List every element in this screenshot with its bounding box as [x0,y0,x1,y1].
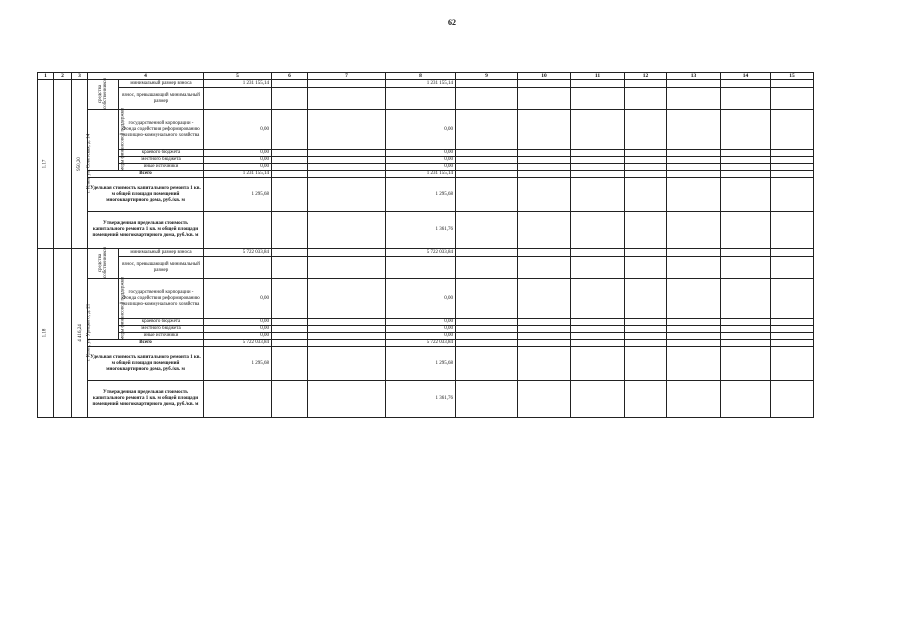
value-cell [625,319,667,326]
value-cell [721,279,771,319]
value-cell: 1 231 155,14 [386,171,456,178]
row-label-excess: взнос, превышающий минимальный размер [119,257,204,279]
value-cell [625,88,667,110]
value-cell [518,164,571,171]
value-cell [721,110,771,150]
row-label-local: местного бюджета [119,157,204,164]
table-row [38,249,814,257]
header-cell: 15 [771,73,814,80]
value-cell [667,178,721,212]
value-cell: 5 722 033,84 [204,249,272,257]
value-cell [771,80,814,88]
value-cell [308,157,386,164]
value-cell [308,150,386,157]
value-cell [308,347,386,381]
value-cell [518,249,571,257]
value-cell [625,212,667,249]
value-cell [518,279,571,319]
value-cell [625,171,667,178]
value-cell [625,178,667,212]
value-cell [518,110,571,150]
value-cell [667,212,721,249]
header-cell: 1 [38,73,54,80]
value-cell: 0,00 [386,164,456,171]
row-label-fund: государственной корпорации - Фонда содействия реформированию жилищно-коммунального хозяйства [119,110,204,150]
value-cell [721,164,771,171]
row-label-specific: Удельная стоимость капитального ремонта 1 кв. м общей площади помещений многоквартирного дома, руб./кв. м [88,178,204,212]
value-cell [625,157,667,164]
value-cell [571,326,625,333]
value-cell [456,171,518,178]
row-label-regional: краевого бюджета [119,319,204,326]
value-cell [721,340,771,347]
value-cell [272,88,308,110]
value-cell [667,279,721,319]
value-cell: 0,00 [386,333,456,340]
value-cell [771,212,814,249]
value-cell [625,164,667,171]
table-row [38,171,814,178]
header-cell: 3 [72,73,88,80]
row-number-cell [38,80,54,249]
value-cell [721,150,771,157]
value-cell [518,347,571,381]
value-cell [204,88,272,110]
value-cell [456,319,518,326]
row-label-total: Всего [88,340,204,347]
value-cell [308,249,386,257]
value-cell [456,347,518,381]
value-cell [272,212,308,249]
value-cell [721,347,771,381]
value-cell [721,80,771,88]
value-cell [308,257,386,279]
value-cell [518,88,571,110]
value-cell [667,319,721,326]
table-row [38,88,814,110]
header-cell: 12 [625,73,667,80]
value-cell: 5 722 033,84 [386,340,456,347]
value-cell [308,88,386,110]
value-cell [721,171,771,178]
value-cell [272,381,308,418]
value-cell [625,249,667,257]
table-row [38,340,814,347]
capital-repair-table [37,72,814,418]
value-cell [518,80,571,88]
value-cell: 5 722 033,84 [204,340,272,347]
value-cell [721,326,771,333]
value-cell: 1 231 155,14 [386,80,456,88]
value-cell [272,347,308,381]
value-cell [456,164,518,171]
value-cell [571,157,625,164]
value-cell [625,326,667,333]
value-cell [456,279,518,319]
header-cell: 10 [518,73,571,80]
row-label-other: иные источники [119,164,204,171]
address: г. Клин, ул. Урицкого, д. 21 [86,303,92,362]
value-cell [625,150,667,157]
value-cell [308,319,386,326]
value-cell [308,333,386,340]
value-cell [667,340,721,347]
row-label-limit: Утвержденная предельная стоимость капитального ремонта 1 кв. м общей площади помещений многоквартирного дома, руб./кв. м [88,212,204,249]
value-cell [518,212,571,249]
page-number: 62 [448,18,456,27]
value-cell [456,381,518,418]
value-cell: 0,00 [204,157,272,164]
value-cell [625,333,667,340]
header-row [38,73,814,80]
value-cell [771,319,814,326]
value-cell: 0,00 [204,150,272,157]
header-cell: 6 [272,73,308,80]
value-cell [518,157,571,164]
value-cell: 0,00 [386,110,456,150]
value-cell [571,249,625,257]
table-row [38,257,814,279]
value-cell [721,212,771,249]
value-cell [571,333,625,340]
value-cell [518,257,571,279]
value-cell: 0,00 [204,333,272,340]
value-cell [625,110,667,150]
value-cell: 1 361,76 [386,381,456,418]
value-cell [667,249,721,257]
value-cell [272,319,308,326]
value-cell [571,319,625,326]
value-cell: 1 361,76 [386,212,456,249]
value-cell [667,326,721,333]
value-cell [771,279,814,319]
value-cell [667,157,721,164]
value-cell [771,333,814,340]
value-cell [272,110,308,150]
value-cell [456,333,518,340]
value-cell [571,110,625,150]
value-cell [571,164,625,171]
value-cell [667,110,721,150]
value-cell [667,88,721,110]
value-cell: 5 722 033,84 [386,249,456,257]
table-row [38,212,814,249]
value-cell [386,88,456,110]
value-cell [721,381,771,418]
value-cell [518,333,571,340]
table-row [38,150,814,157]
header-cell: 13 [667,73,721,80]
value-cell [272,326,308,333]
value-cell [625,279,667,319]
row-label-limit: Утвержденная предельная стоимость капитального ремонта 1 кв. м общей площади помещений многоквартирного дома, руб./кв. м [88,381,204,418]
area-cell [72,80,88,249]
value-cell [667,257,721,279]
header-cell: 8 [386,73,456,80]
value-cell [571,347,625,381]
value-cell [272,150,308,157]
row-label-local: местного бюджета [119,326,204,333]
row-label-specific: Удельная стоимость капитального ремонта 1 кв. м общей площади помещений многоквартирного дома, руб./кв. м [88,347,204,381]
value-cell [571,340,625,347]
value-cell [667,171,721,178]
value-cell [771,88,814,110]
header-cell: 5 [204,73,272,80]
value-cell [771,347,814,381]
value-cell [667,80,721,88]
value-cell [771,150,814,157]
value-cell [625,80,667,88]
value-cell [721,257,771,279]
value-cell [456,157,518,164]
table-row [38,347,814,381]
value-cell [456,80,518,88]
value-cell [308,171,386,178]
value-cell [571,80,625,88]
value-cell: 0,00 [386,157,456,164]
value-cell [571,88,625,110]
value-cell [771,171,814,178]
value-cell [308,164,386,171]
financial-support-group [88,277,126,340]
value-cell [204,257,272,279]
value-cell [571,212,625,249]
value-cell [771,257,814,279]
row-number-cell [38,249,54,418]
value-cell [721,249,771,257]
value-cell [571,150,625,157]
value-cell: 0,00 [386,279,456,319]
row-number: 1.17 [42,159,48,169]
row-label-min: минимальный размер взноса [119,249,204,257]
value-cell [571,178,625,212]
row-label-excess: взнос, превышающий минимальный размер [119,88,204,110]
table-row [38,319,814,326]
value-cell [272,249,308,257]
value-cell [571,171,625,178]
row-label-min: минимальный размер взноса [119,80,204,88]
value-cell [518,319,571,326]
header-cell: 9 [456,73,518,80]
value-cell [272,340,308,347]
value-cell [571,279,625,319]
value-cell [518,340,571,347]
value-cell [272,333,308,340]
financial-support-group [88,108,126,171]
value-cell [456,257,518,279]
value-cell [721,88,771,110]
value-cell: 0,00 [204,164,272,171]
value-cell: 0,00 [204,319,272,326]
value-cell: 0,00 [386,326,456,333]
value-cell [771,249,814,257]
value-cell [771,157,814,164]
row-number: 1.18 [42,328,48,338]
value-cell [667,333,721,340]
value-cell [771,164,814,171]
header-cell: 2 [54,73,72,80]
area-value: 950,20 [76,157,82,171]
value-cell [308,326,386,333]
header-cell: 14 [721,73,771,80]
value-cell [272,257,308,279]
value-cell [721,333,771,340]
table-row [38,80,814,88]
value-cell: 0,00 [386,150,456,157]
value-cell [456,249,518,257]
header-cell: 7 [308,73,386,80]
financial-support-label: меры финансовой поддержки [120,277,126,340]
value-cell [625,381,667,418]
value-cell [272,80,308,88]
value-cell [771,178,814,212]
value-cell: 1 295,68 [386,178,456,212]
table-row [38,164,814,171]
value-cell: 1 231 155,14 [204,80,272,88]
value-cell [272,157,308,164]
value-cell [308,178,386,212]
value-cell [308,110,386,150]
area-cell [72,249,88,418]
value-cell [456,110,518,150]
value-cell [571,381,625,418]
value-cell [456,88,518,110]
value-cell: 0,00 [204,279,272,319]
row-label-regional: краевого бюджета [119,150,204,157]
table-row [38,333,814,340]
value-cell [625,257,667,279]
value-cell [771,326,814,333]
value-cell: 1 231 155,14 [204,171,272,178]
owner-funds-label: средства собственников [98,246,108,278]
value-cell [518,381,571,418]
value-cell [518,171,571,178]
value-cell [667,381,721,418]
value-cell: 1 295,68 [386,347,456,381]
header-cell: 11 [571,73,625,80]
value-cell [625,340,667,347]
owner-funds-group [88,246,119,279]
value-cell [625,347,667,381]
value-cell: 1 295,68 [204,178,272,212]
value-cell [518,178,571,212]
value-cell [456,212,518,249]
owner-funds-group [88,77,119,110]
value-cell [518,150,571,157]
table-row [38,110,814,150]
value-cell [386,257,456,279]
value-cell [272,178,308,212]
table-row [38,279,814,319]
value-cell [667,347,721,381]
table-row [38,178,814,212]
value-cell [456,178,518,212]
value-cell: 1 295,68 [204,347,272,381]
value-cell [272,171,308,178]
value-cell [456,326,518,333]
value-cell [308,381,386,418]
row-label-other: иные источники [119,333,204,340]
financial-support-label: меры финансовой поддержки [120,108,126,171]
value-cell [721,178,771,212]
value-cell [456,340,518,347]
address: г. Клин, ул. Советская, д. 14 [86,133,92,194]
value-cell [308,212,386,249]
row-label-total: Всего [88,171,204,178]
value-cell [204,212,272,249]
header-cell: 4 [88,73,204,80]
value-cell: 0,00 [204,326,272,333]
value-cell [771,110,814,150]
value-cell [308,279,386,319]
value-cell [571,257,625,279]
value-cell [721,157,771,164]
value-cell [308,80,386,88]
value-cell [272,164,308,171]
value-cell [667,150,721,157]
value-cell [667,164,721,171]
value-cell: 0,00 [386,319,456,326]
area-value: 4 416,24 [77,324,83,342]
value-cell [308,340,386,347]
value-cell [204,381,272,418]
value-cell [456,150,518,157]
row-label-fund: государственной корпорации - Фонда содействия реформированию жилищно-коммунального хозяйства [119,279,204,319]
value-cell [721,319,771,326]
table-row [38,381,814,418]
value-cell [272,279,308,319]
value-cell [771,381,814,418]
value-cell: 0,00 [204,110,272,150]
value-cell [771,340,814,347]
table-row [38,157,814,164]
value-cell [518,326,571,333]
owner-funds-label: средства собственников [98,77,108,109]
table-row [38,326,814,333]
